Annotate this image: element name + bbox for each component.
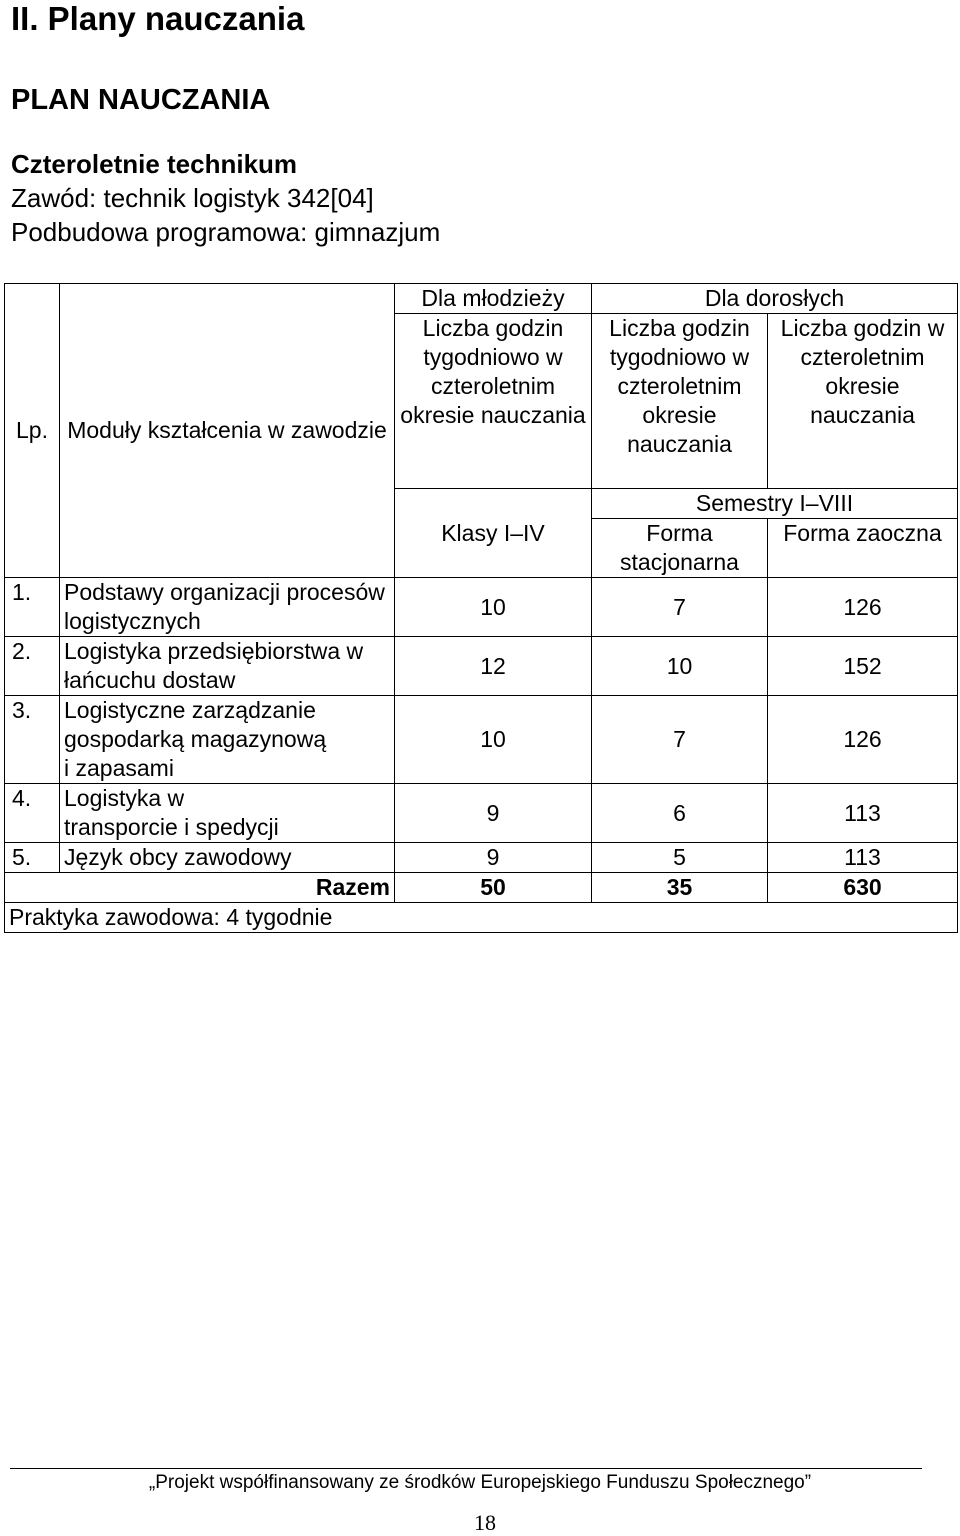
header-adults: Dla dorosłych [592, 284, 958, 314]
header-adult-hours-weekly: Liczba godzin tygodniowo w czteroletnim okresie nauczania [592, 314, 768, 489]
footer-divider [10, 1468, 922, 1469]
row-number: 1. [5, 578, 60, 637]
header-form-extramural: Forma zaoczna [768, 519, 958, 578]
youth-hours: 12 [395, 637, 592, 696]
table-row [5, 784, 958, 843]
extramural-hours: 113 [768, 843, 958, 873]
table-row [5, 637, 958, 696]
youth-hours: 10 [395, 578, 592, 637]
total-youth: 50 [395, 873, 592, 903]
table-row [5, 578, 958, 637]
stationary-hours: 10 [592, 637, 768, 696]
module-name: Logistyczne zarządzanie gospodarką magazynową i zapasami [60, 696, 395, 784]
header-row-1 [5, 284, 958, 314]
header-adult-hours-total: Liczba godzin w czteroletnim okresie nauczania [768, 314, 958, 489]
section-heading: II. Plany nauczania [11, 0, 305, 37]
table-row [5, 843, 958, 873]
header-form-stationary: Forma stacjonarna [592, 519, 768, 578]
header-youth-hours: Liczba godzin tygodniowo w czteroletnim okresie nauczania [395, 314, 592, 489]
page-number: 18 [474, 1510, 496, 1535]
youth-hours: 9 [395, 784, 592, 843]
module-name: Logistyka w transporcie i spedycji [60, 784, 395, 843]
stationary-hours: 5 [592, 843, 768, 873]
stationary-hours: 6 [592, 784, 768, 843]
total-label: Razem [5, 873, 395, 903]
header-modules: Moduły kształcenia w zawodzie [60, 284, 395, 578]
row-number: 4. [5, 784, 60, 843]
extramural-hours: 113 [768, 784, 958, 843]
table-row [5, 696, 958, 784]
extramural-hours: 152 [768, 637, 958, 696]
footer-text: „Projekt współfinansowany ze środków Europejskiego Funduszu Społecznego” [148, 1472, 812, 1493]
module-name: Logistyka przedsiębiorstwa w łańcuchu dostaw [60, 637, 395, 696]
header-classes: Klasy I–IV [395, 489, 592, 578]
plan-title: PLAN NAUCZANIA [11, 84, 271, 116]
module-name: Język obcy zawodowy [60, 843, 395, 873]
row-number: 5. [5, 843, 60, 873]
stationary-hours: 7 [592, 696, 768, 784]
profession: Zawód: technik logistyk 342[04] [11, 183, 374, 213]
school-type: Czteroletnie technikum [11, 149, 298, 179]
program-base: Podbudowa programowa: gimnazjum [11, 217, 441, 247]
stationary-hours: 7 [592, 578, 768, 637]
teaching-plan-table [4, 283, 958, 933]
total-extramural: 630 [768, 873, 958, 903]
extramural-hours: 126 [768, 578, 958, 637]
extramural-hours: 126 [768, 696, 958, 784]
header-youth: Dla młodzieży [395, 284, 592, 314]
youth-hours: 9 [395, 843, 592, 873]
practice-row [5, 903, 958, 933]
row-number: 3. [5, 696, 60, 784]
header-semesters: Semestry I–VIII [592, 489, 958, 519]
header-lp: Lp. [5, 284, 60, 578]
total-row [5, 873, 958, 903]
row-number: 2. [5, 637, 60, 696]
practice-note: Praktyka zawodowa: 4 tygodnie [5, 903, 958, 933]
module-name: Podstawy organizacji procesów logistycznych [60, 578, 395, 637]
youth-hours: 10 [395, 696, 592, 784]
total-stationary: 35 [592, 873, 768, 903]
